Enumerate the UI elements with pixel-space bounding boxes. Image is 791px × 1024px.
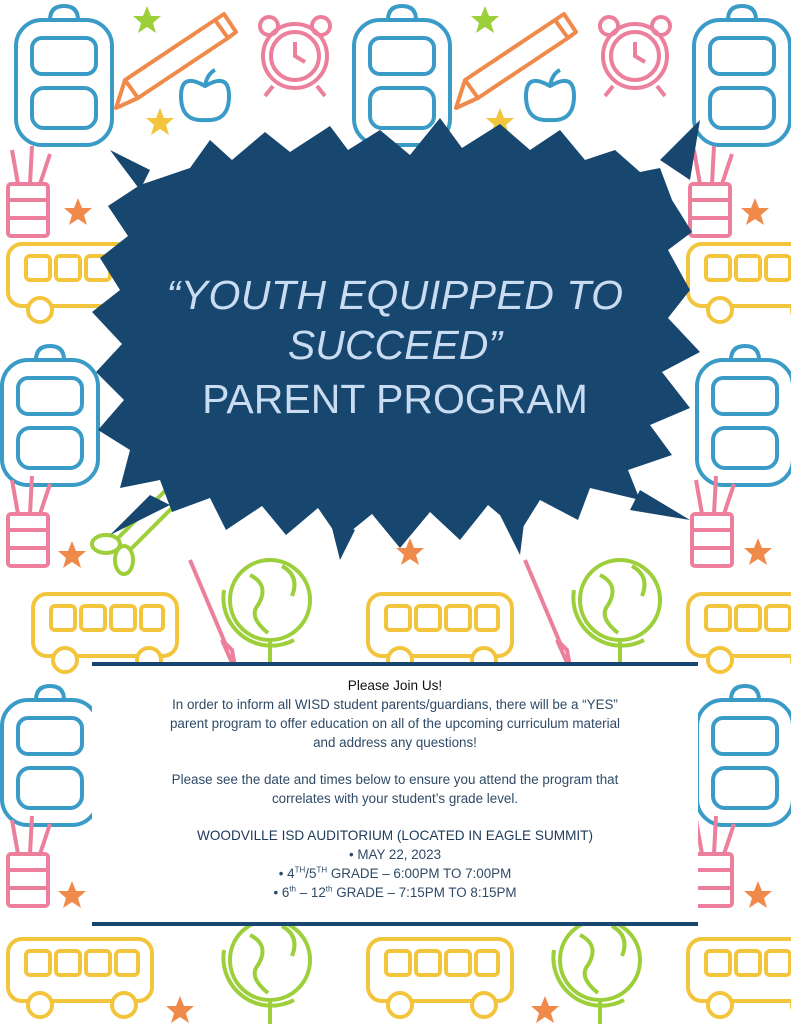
paragraph-1-line-1: In order to inform all WISD student parents/guardians, there will be a “YES” [172,697,618,712]
program-title [130,270,660,428]
session-4th-5th-grade: • 4TH/5TH GRADE – 6:00PM TO 7:00PM [92,864,698,883]
paragraph-2-line-2: correlates with your student’s grade level. [271,791,519,806]
info-panel [92,662,698,926]
event-date: • MAY 22, 2023 [92,845,698,864]
session-6th-12th-grade: • 6th – 12th GRADE – 7:15PM TO 8:15PM [92,883,698,902]
info-text [92,676,698,902]
invite-heading: Please Join Us! [347,678,443,693]
venue: WOODVILLE ISD AUDITORIUM (LOCATED IN EAGLE SUMMIT) [196,828,594,843]
paragraph-2-line-1: Please see the date and times below to ensure you attend the program that [171,772,619,787]
paragraph-1-line-3: and address any questions! [313,735,477,750]
title-line-2: SUCCEED” [287,322,503,368]
title-line-1: “YOUTH EQUIPPED TO [166,272,624,318]
title-line-3: PARENT PROGRAM [202,376,588,422]
bottom-divider [92,922,698,926]
paragraph-1-line-2: parent program to offer education on all of the upcoming curriculum material [169,716,621,731]
top-divider [92,662,698,666]
